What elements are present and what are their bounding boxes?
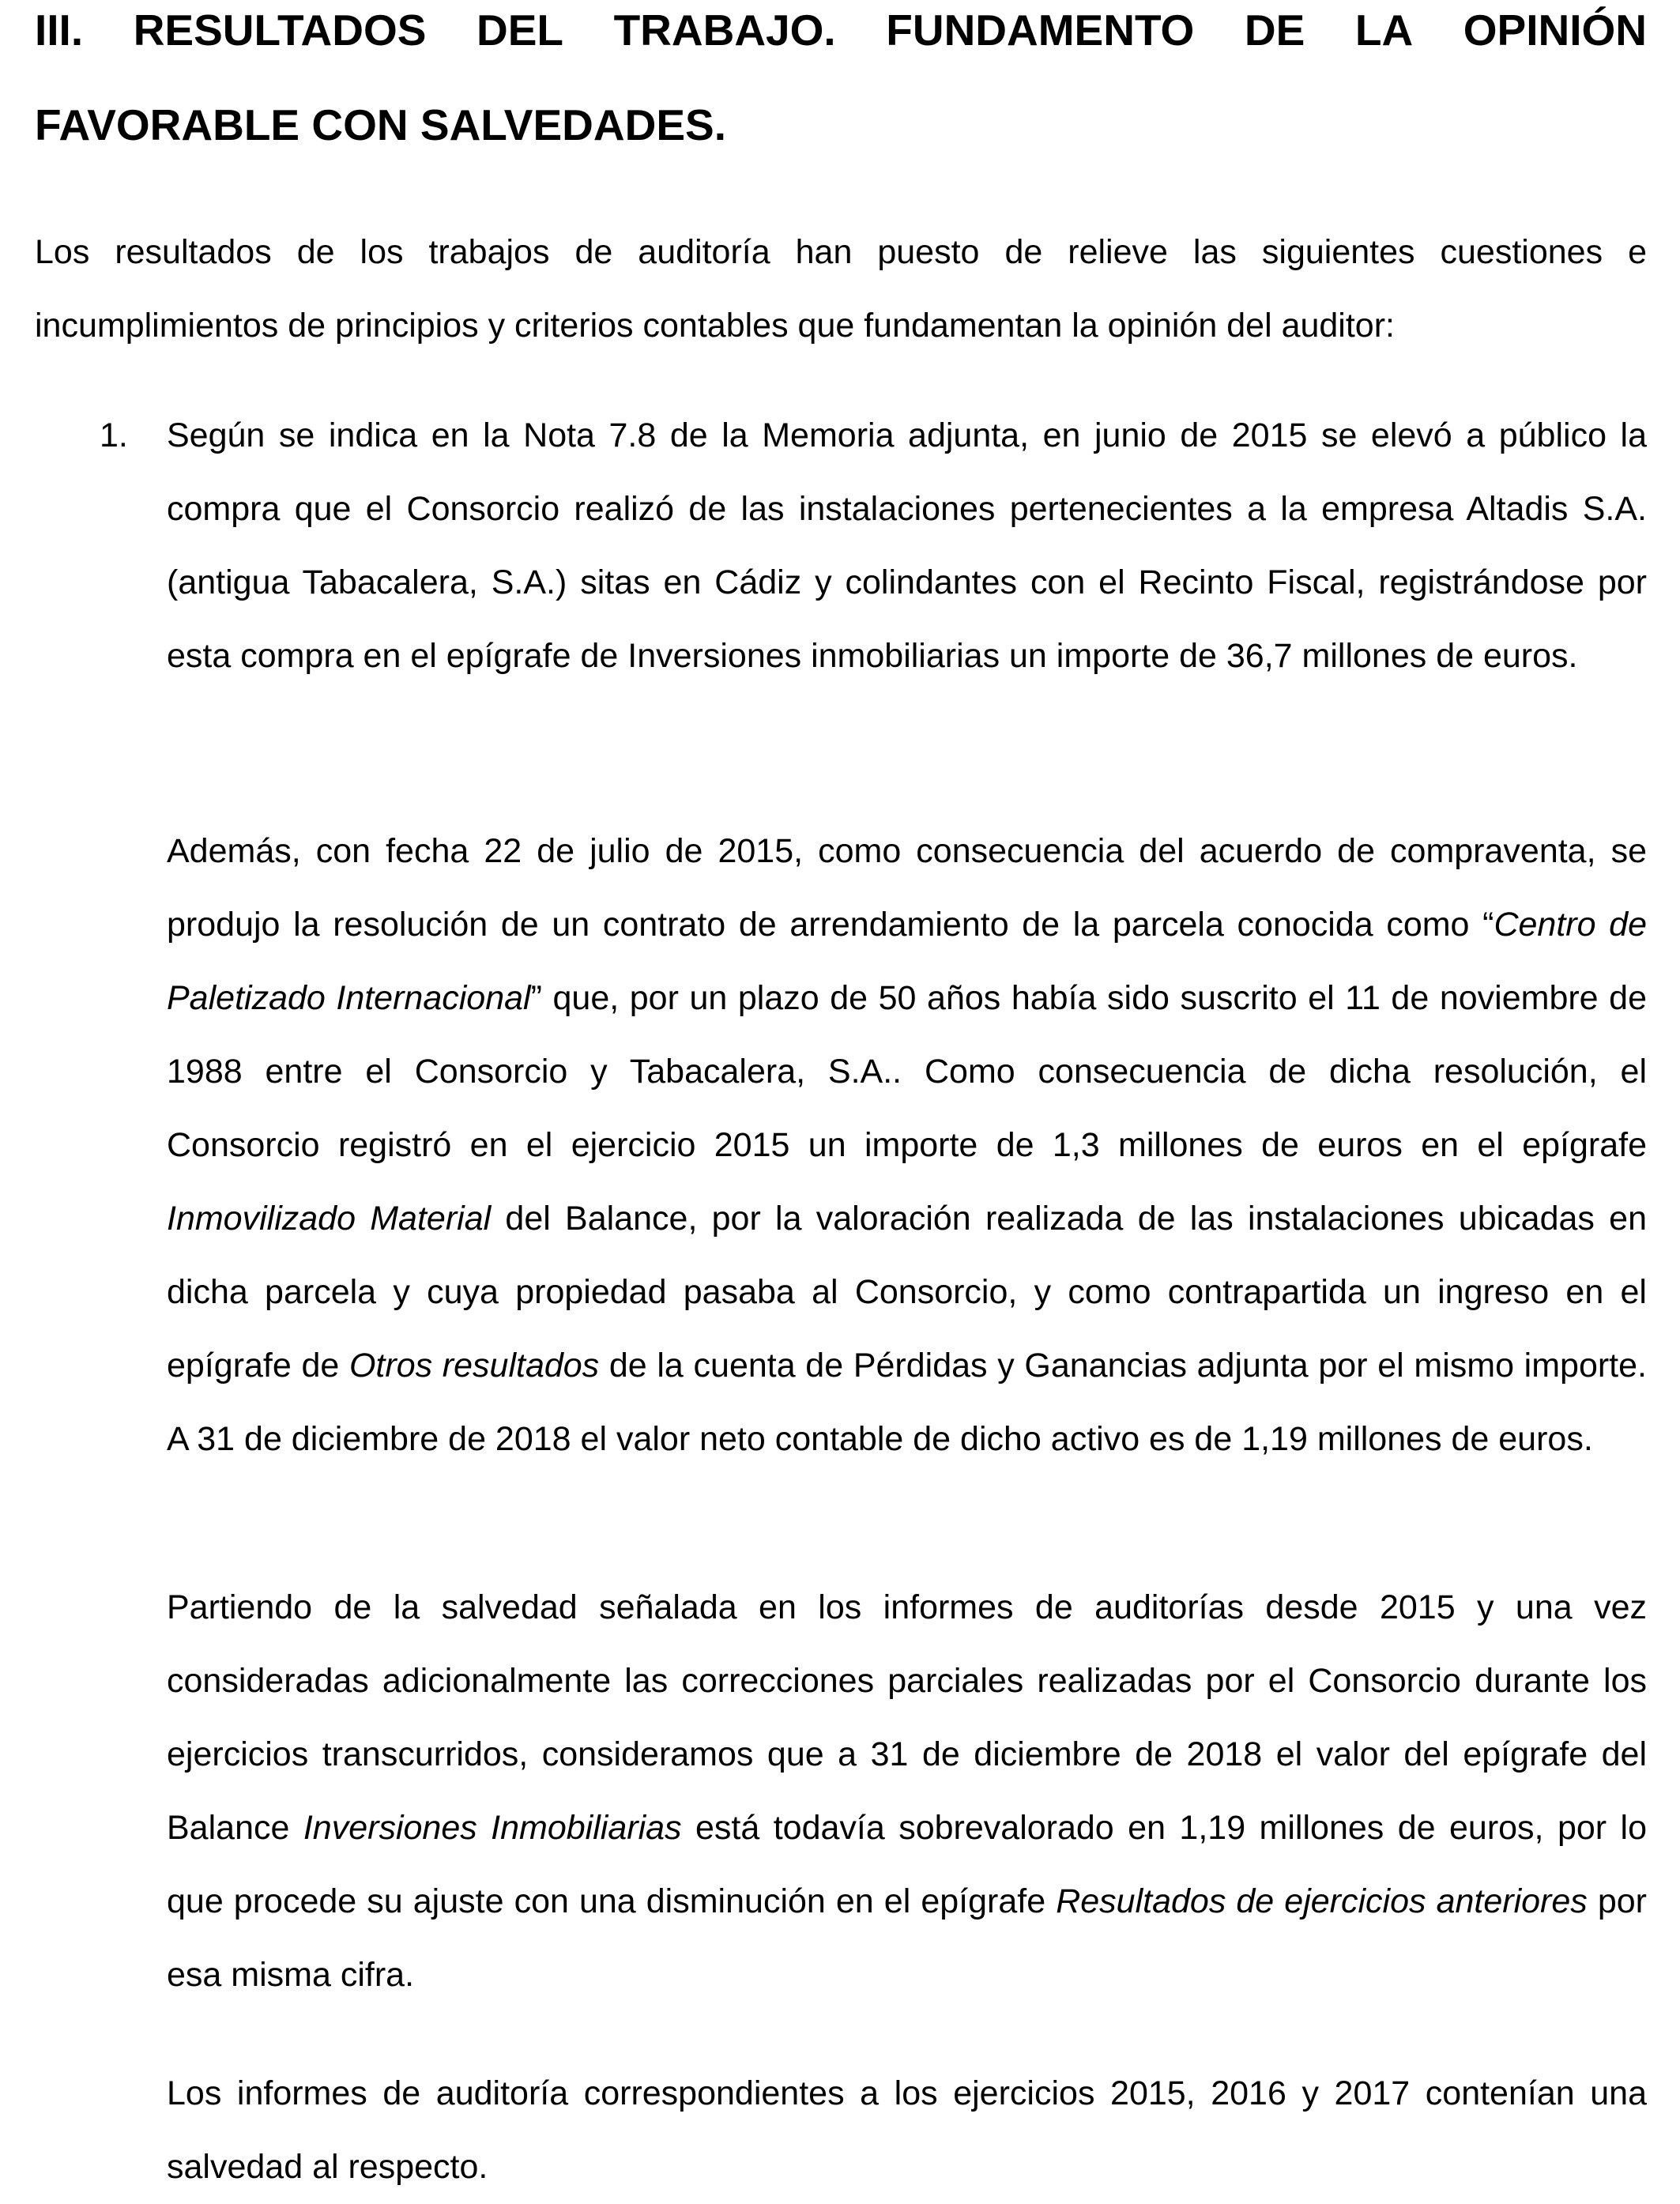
italic-term: Centro de Paletizado Internacional bbox=[167, 906, 1647, 1017]
section-heading bbox=[35, 0, 1647, 172]
heading-word: III. bbox=[35, 6, 84, 55]
item-paragraph-1: Según se indica en la Nota 7.8 de la Memoria adjunta, en junio de 2015 se elevó a público la compra que el Consorcio realizó de las instalaciones pertenecientes a la empresa Altadis S.A. (antigua Tabacalera, S.A.) sitas en Cádiz y colindantes con el Recinto Fiscal, registrándose por esta compra en el epígrafe de Inversiones inmobiliarias un importe de 36,7 millones de euros. bbox=[167, 416, 1647, 675]
heading-line-1 bbox=[35, 0, 1647, 77]
heading-word: DE bbox=[1244, 6, 1305, 55]
item-paragraph-2 bbox=[167, 815, 1647, 1476]
heading-word: LA bbox=[1354, 6, 1414, 55]
heading-word: DEL bbox=[477, 6, 563, 55]
list-item bbox=[35, 399, 1647, 693]
heading-word: RESULTADOS bbox=[133, 6, 427, 55]
list-item-number: 1. bbox=[100, 416, 128, 454]
text-run: por esa misma cifra. bbox=[167, 1882, 1647, 1994]
heading-word: FUNDAMENTO bbox=[886, 6, 1195, 55]
text-run: Partiendo de la salvedad señalada en los informes de auditorías desde 2015 y una vez consideradas adicionalmente las correcciones parciales realizadas por el Consorcio durante los ejercicios transcurridos, consideramos que a 31 de diciembre de 2018 el valor del epígrafe del Balance bbox=[167, 1588, 1647, 1847]
italic-term: Inmovilizado Material bbox=[167, 1200, 492, 1238]
text-run: del Balance, por la valoración realizada de las instalaciones ubicadas en dicha parcela y cuya propiedad pasaba al Consorcio, y como contrapartida un ingreso en el epígrafe de bbox=[167, 1200, 1647, 1385]
heading-word: TRABAJO. bbox=[613, 6, 836, 55]
text-run: está todavía sobrevalorado en 1,19 millones de euros, por lo que procede su ajuste con una disminución en el epígrafe bbox=[167, 1809, 1647, 1920]
text-run: ” que, por un plazo de 50 años había sido suscrito el 11 de noviembre de 1988 entre el Consorcio y Tabacalera, S.A.. Como consecuencia de dicha resolución, el Consorcio registró en el ejercicio 2015 un importe de 1,3 millones de euros en el epígrafe bbox=[167, 979, 1647, 1164]
document-page bbox=[35, 0, 1647, 2186]
italic-term: Inversiones Inmobiliarias bbox=[303, 1809, 682, 1847]
intro-paragraph: Los resultados de los trabajos de auditoría han puesto de relieve las siguientes cuestiones e incumplimientos de principios y criterios contables que fundamentan la opinión del auditor: bbox=[35, 233, 1647, 345]
heading-line-2: FAVORABLE CON SALVEDADES. bbox=[35, 100, 726, 149]
text-run: Además, con fecha 22 de julio de 2015, como consecuencia del acuerdo de compraventa, se produjo la resolución de un contrato de arrendamiento de la parcela conocida como “ bbox=[167, 832, 1647, 944]
heading-word: OPINIÓN bbox=[1463, 6, 1647, 55]
italic-term: Otros resultados bbox=[348, 1347, 600, 1385]
text-run: de la cuenta de Pérdidas y Ganancias adjunta por el mismo importe. A 31 de diciembre de 2018 el valor neto contable de dicho activo es de 1,19 millones de euros. bbox=[167, 1347, 1647, 1458]
findings-list bbox=[35, 399, 1647, 693]
item-paragraph-3 bbox=[167, 1571, 1647, 2012]
item-paragraph-4: Los informes de auditoría correspondientes a los ejercicios 2015, 2016 y 2017 contenían una salvedad al respecto. bbox=[167, 2074, 1647, 2186]
italic-term: Resultados de ejercicios anteriores bbox=[1056, 1882, 1588, 1920]
